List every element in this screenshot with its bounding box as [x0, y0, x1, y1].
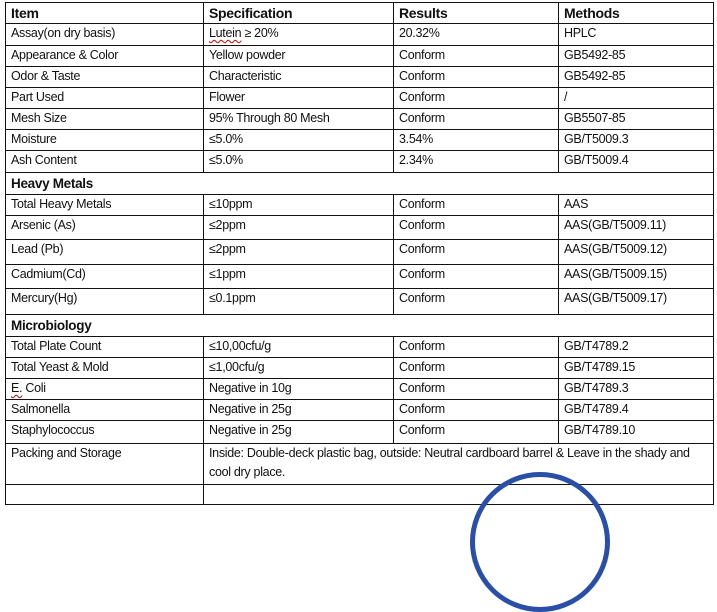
cell-method: GB/T4789.3	[559, 379, 714, 400]
section-microbiology	[6, 315, 714, 337]
table-row	[6, 421, 714, 444]
cell-method: GB/T4789.4	[559, 400, 714, 421]
cell-specification: Negative in 10g	[204, 379, 394, 400]
cell-specification: 95% Through 80 Mesh	[204, 109, 394, 130]
cell-specification: ≤1ppm	[204, 265, 394, 289]
cell-result: Conform	[394, 358, 559, 379]
cell-result: 2.34%	[394, 151, 559, 173]
cell-item: Mercury(Hg)	[6, 289, 204, 315]
table-row	[6, 216, 714, 240]
header-specification: Specification	[204, 3, 394, 24]
cell-specification: ≤0.1ppm	[204, 289, 394, 315]
header-results: Results	[394, 3, 559, 24]
cell-specification: Lutein ≥ 20%	[204, 24, 394, 46]
cell-result: Conform	[394, 400, 559, 421]
cell-result: Conform	[394, 265, 559, 289]
table-row	[6, 24, 714, 46]
table-row	[6, 130, 714, 151]
table-row	[6, 265, 714, 289]
cell-specification: Yellow powder	[204, 46, 394, 67]
header-methods: Methods	[559, 3, 714, 24]
cell-item: Ash Content	[6, 151, 204, 173]
cell-specification: ≤1,00cfu/g	[204, 358, 394, 379]
table-row	[6, 240, 714, 265]
cell-result: Conform	[394, 88, 559, 109]
packing-label: Packing and Storage	[6, 444, 204, 485]
cell-result: Conform	[394, 240, 559, 265]
cell-method: GB/T4789.10	[559, 421, 714, 444]
spellcheck-underline: E.	[11, 381, 23, 395]
table-row	[6, 109, 714, 130]
cell-method: GB/T5009.4	[559, 151, 714, 173]
cell-method: GB/T4789.2	[559, 337, 714, 358]
cell-specification: ≤10,00cfu/g	[204, 337, 394, 358]
cell-specification: Negative in 25g	[204, 400, 394, 421]
cell-specification: ≤2ppm	[204, 216, 394, 240]
cell-result: Conform	[394, 289, 559, 315]
cell-method: GB/T5009.3	[559, 130, 714, 151]
table-row	[6, 400, 714, 421]
cell-method: AAS(GB/T5009.12)	[559, 240, 714, 265]
cell-result: Conform	[394, 195, 559, 216]
cell-result: Conform	[394, 216, 559, 240]
cell-result: Conform	[394, 379, 559, 400]
cell-result: 20.32%	[394, 24, 559, 46]
specification-table	[5, 2, 714, 505]
cell-item: Cadmium(Cd)	[6, 265, 204, 289]
table-row	[6, 289, 714, 315]
table-row	[6, 195, 714, 216]
cell-item: Total Yeast & Mold	[6, 358, 204, 379]
header-row	[6, 3, 714, 24]
cell-specification: Flower	[204, 88, 394, 109]
table-row	[6, 358, 714, 379]
packing-value: Inside: Double-deck plastic bag, outside: Neutral cardboard barrel & Leave in the shady and cool dry place.	[204, 444, 714, 485]
packing-row	[6, 444, 714, 485]
cell-method: GB5492-85	[559, 46, 714, 67]
cell-item: Appearance & Color	[6, 46, 204, 67]
cell-item: Moisture	[6, 130, 204, 151]
table-row	[6, 67, 714, 88]
cell-specification: ≤2ppm	[204, 240, 394, 265]
cell-method: /	[559, 88, 714, 109]
table-row	[6, 46, 714, 67]
cell-specification: ≤5.0%	[204, 130, 394, 151]
cell-method: GB5492-85	[559, 67, 714, 88]
cell-item: Staphylococcus	[6, 421, 204, 444]
cell-method: HPLC	[559, 24, 714, 46]
section-heavy-metals	[6, 173, 714, 195]
cell-result: Conform	[394, 337, 559, 358]
cell-specification: ≤5.0%	[204, 151, 394, 173]
table-row-partial	[6, 485, 714, 505]
cell-method: GB5507-85	[559, 109, 714, 130]
section-title: Microbiology	[6, 315, 714, 337]
table-row	[6, 88, 714, 109]
section-title: Heavy Metals	[6, 173, 714, 195]
table-row	[6, 151, 714, 173]
cell-item: Arsenic (As)	[6, 216, 204, 240]
cell-method: AAS	[559, 195, 714, 216]
table-row	[6, 337, 714, 358]
cell-item: Mesh Size	[6, 109, 204, 130]
cell-specification: Negative in 25g	[204, 421, 394, 444]
spellcheck-underline: Lutein	[209, 26, 242, 40]
table-row	[6, 379, 714, 400]
cell-specification: Characteristic	[204, 67, 394, 88]
cell-item: Odor & Taste	[6, 67, 204, 88]
cell-item: Salmonella	[6, 400, 204, 421]
cell-method: GB/T4789.15	[559, 358, 714, 379]
cell-specification: ≤10ppm	[204, 195, 394, 216]
cell-item: Lead (Pb)	[6, 240, 204, 265]
cell-result: 3.54%	[394, 130, 559, 151]
cell-method: AAS(GB/T5009.11)	[559, 216, 714, 240]
header-item: Item	[6, 3, 204, 24]
cell-result: Conform	[394, 421, 559, 444]
cell-method: AAS(GB/T5009.15)	[559, 265, 714, 289]
cell-item: Part Used	[6, 88, 204, 109]
cell-item: Total Heavy Metals	[6, 195, 204, 216]
cell-result: Conform	[394, 109, 559, 130]
cell-result: Conform	[394, 67, 559, 88]
cell-item: Total Plate Count	[6, 337, 204, 358]
cell-method: AAS(GB/T5009.17)	[559, 289, 714, 315]
company-seal-stamp	[470, 472, 610, 612]
cell-result: Conform	[394, 46, 559, 67]
cell-item: E. Coli	[6, 379, 204, 400]
cell-item: Assay(on dry basis)	[6, 24, 204, 46]
